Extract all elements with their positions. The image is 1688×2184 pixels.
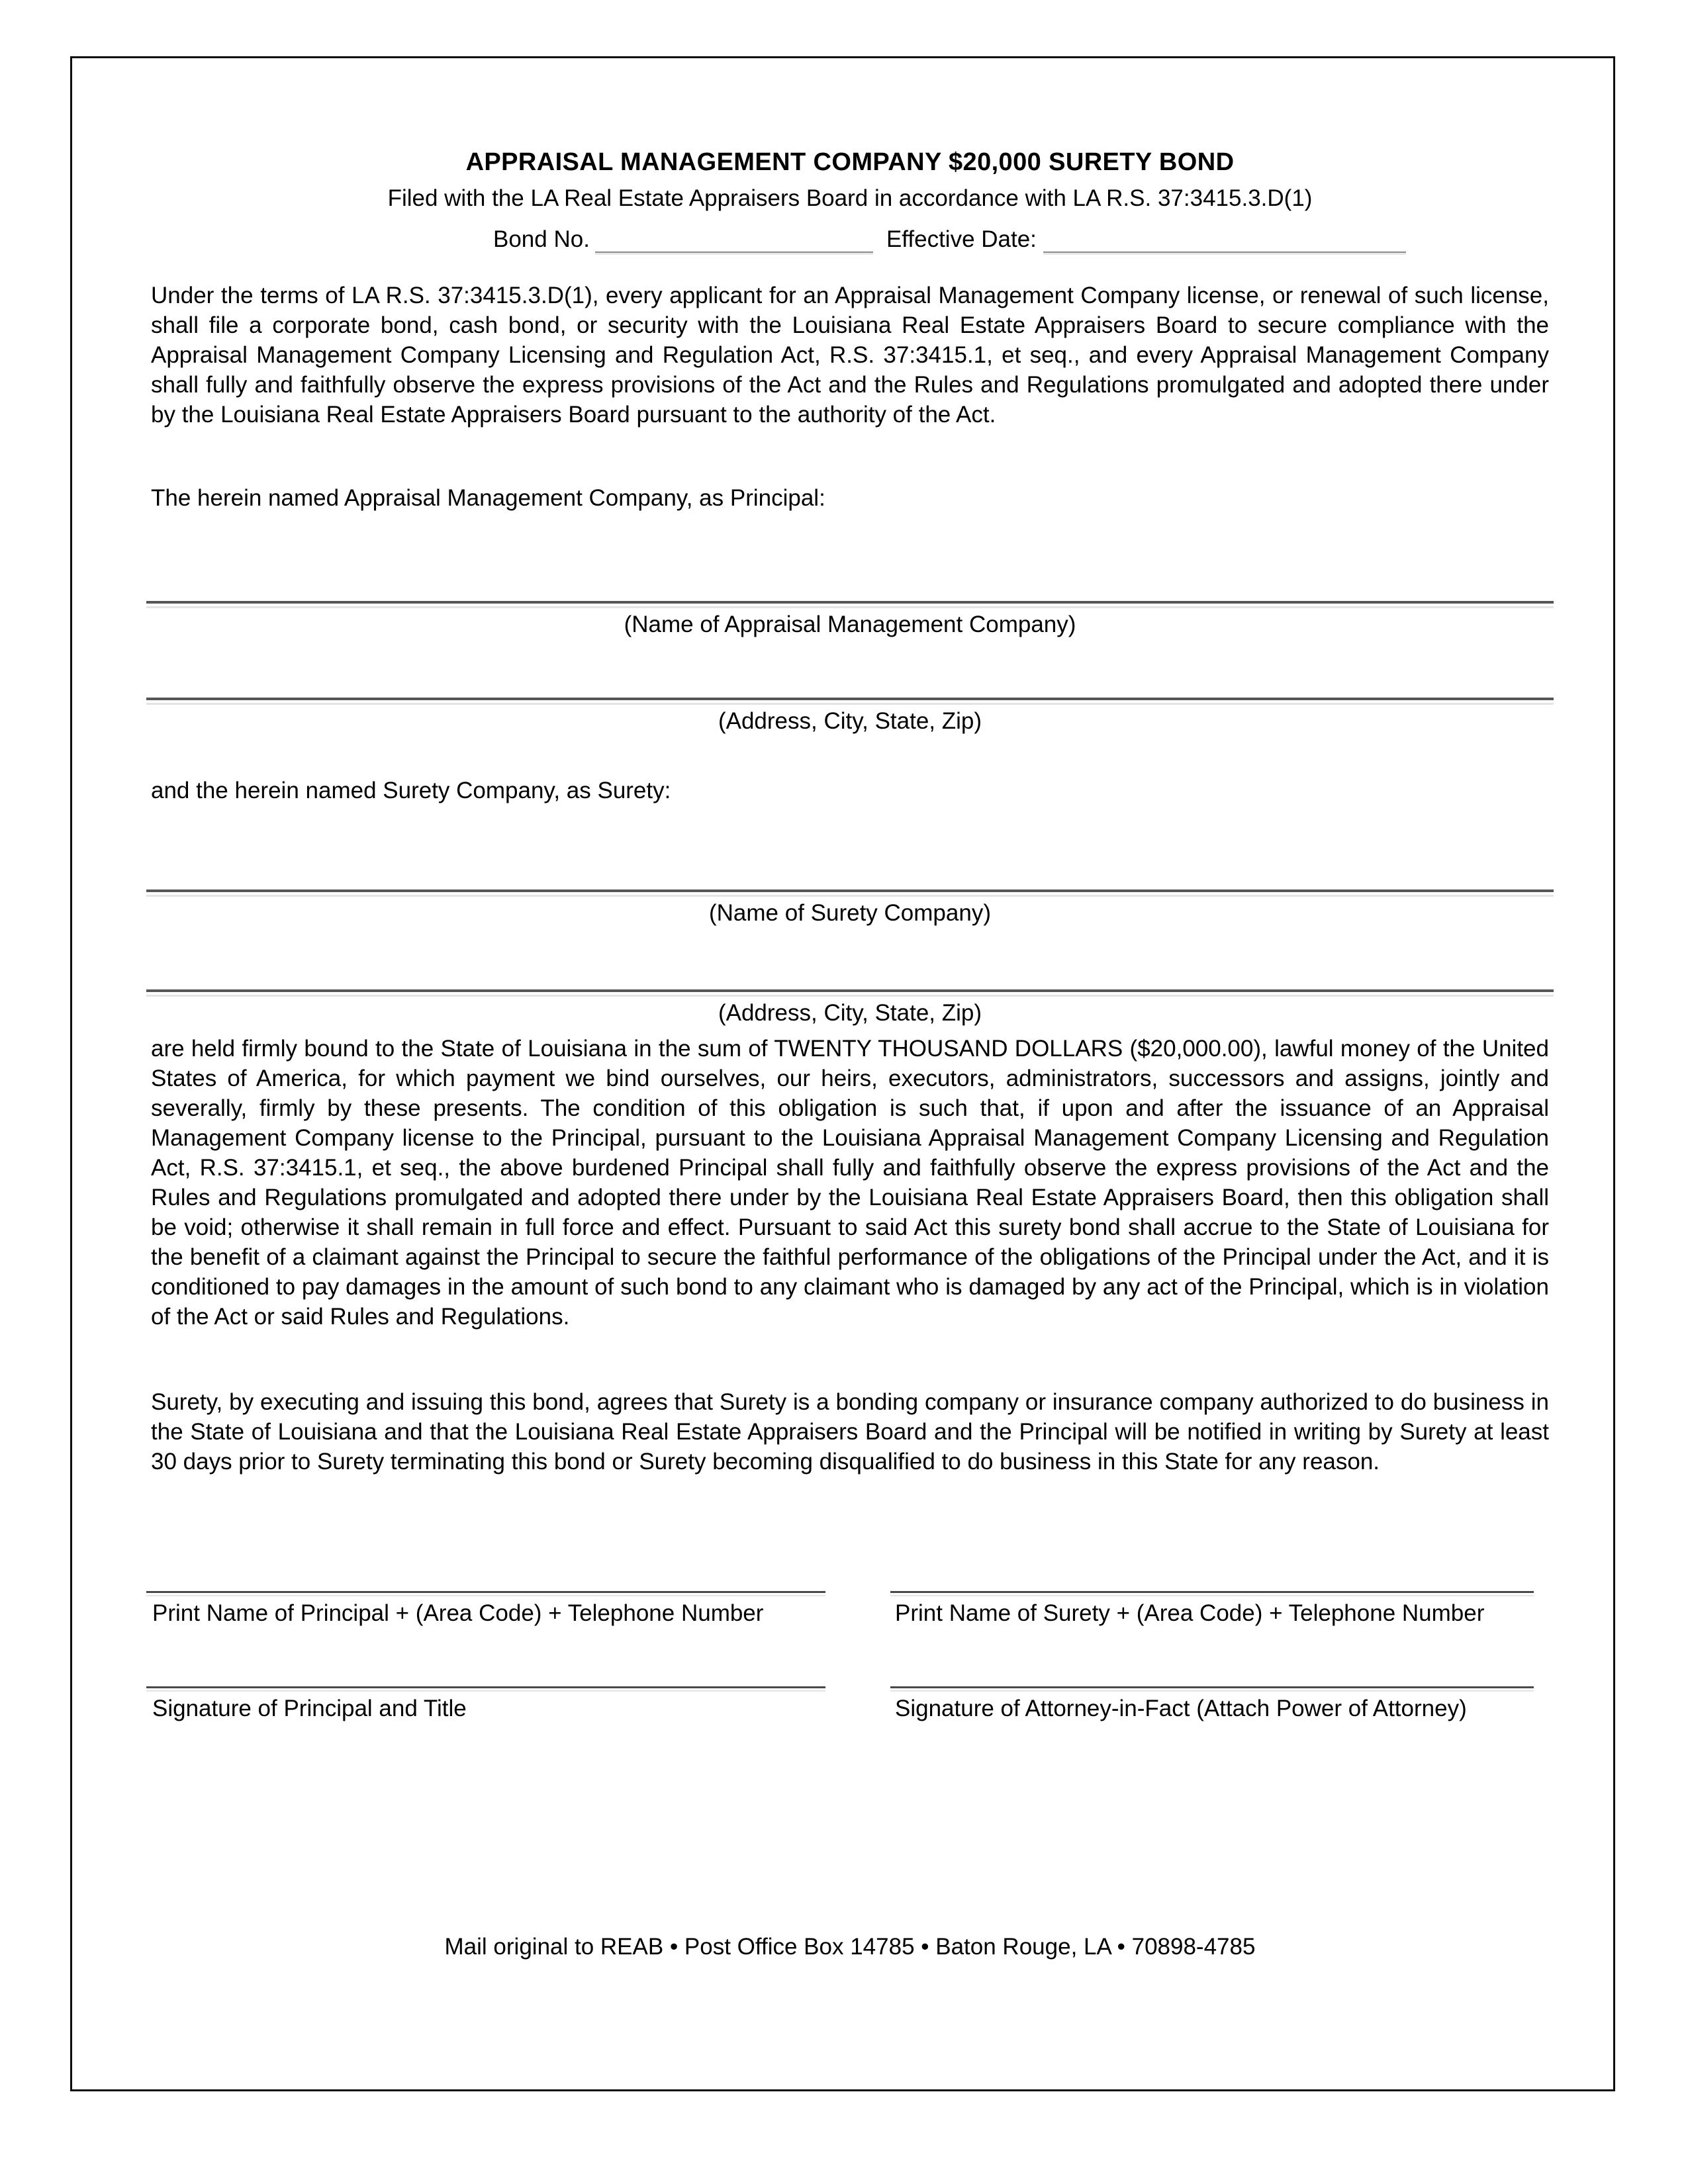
principal-name-caption: (Name of Appraisal Management Company)	[624, 612, 1076, 637]
bond-number-row	[493, 226, 1406, 253]
bond-no-label: Bond No.	[493, 226, 590, 252]
surety-agreement-paragraph: Surety, by executing and issuing this bond, agrees that Surety is a bonding company or insurance company authorized to do business in the State of Louisiana and that the Louisiana Real Estate Appraisers Board and the Principal will be notified in writing by Surety at least 30 days prior to Surety terminating this bond or Surety becoming disqualified to do business in this State for any reason.	[151, 1389, 1549, 1475]
mailing-instruction: Mail original to REAB • Post Office Box 14785 • Baton Rouge, LA • 70898-4785	[444, 1934, 1256, 1960]
form-subtitle: Filed with the LA Real Estate Appraisers Board in accordance with LA R.S. 37:3415.3.D(1)	[387, 185, 1313, 211]
surety-print-name-field[interactable]	[890, 1591, 1534, 1596]
effective-date-field[interactable]	[1043, 226, 1406, 253]
principal-print-name-label: Print Name of Principal + (Area Code) + Telephone Number	[152, 1600, 764, 1626]
effective-date-label: Effective Date:	[886, 226, 1037, 252]
surety-address-caption: (Address, City, State, Zip)	[718, 1000, 982, 1026]
form-title: APPRAISAL MANAGEMENT COMPANY $20,000 SURETY BOND	[465, 148, 1235, 176]
surety-name-field[interactable]	[146, 889, 1554, 897]
attorney-signature-label: Signature of Attorney-in-Fact (Attach Power of Attorney)	[895, 1696, 1467, 1721]
principal-signature-label: Signature of Principal and Title	[152, 1696, 467, 1721]
principal-name-field[interactable]	[146, 601, 1554, 608]
principal-print-name-field[interactable]	[146, 1591, 825, 1596]
principal-signature-field[interactable]	[146, 1686, 825, 1692]
surety-intro: and the herein named Surety Company, as Surety:	[151, 778, 671, 803]
principal-intro: The herein named Appraisal Management Company, as Principal:	[151, 485, 825, 511]
obligation-paragraph: are held firmly bound to the State of Louisiana in the sum of TWENTY THOUSAND DOLLARS ($20,000.00), lawful money of the United States of America, for which payment we bind ourselves, our heirs, executors, administrators, successors and assigns, jointly and severally, firmly by these presents. The condition of this obligation is such that, if upon and after the issuance of an Appraisal Management Company license to the Principal, pursuant to the Louisiana Appraisal Management Company Licensing and Regulation Act, R.S. 37:3415.1, et seq., the above burdened Principal shall fully and faithfully observe the express provisions of the Act and the Rules and Regulations promulgated and adopted there under by the Louisiana Real Estate Appraisers Board, then this obligation shall be void; otherwise it shall remain in full force and effect. Pursuant to said Act this surety bond shall accrue to the State of Louisiana for the benefit of a claimant against the Principal to secure the faithful performance of the obligations of the Principal under the Act, and it is conditioned to pay damages in the amount of such bond to any claimant who is damaged by any act of the Principal, which is in violation of the Act or said Rules and Regulations.	[151, 1036, 1549, 1330]
surety-print-name-label: Print Name of Surety + (Area Code) + Telephone Number	[895, 1600, 1485, 1626]
surety-name-caption: (Name of Surety Company)	[709, 900, 991, 926]
bond-no-field[interactable]	[595, 226, 873, 253]
intro-paragraph: Under the terms of LA R.S. 37:3415.3.D(1), every applicant for an Appraisal Management Company license, or renewal of such license, shall file a corporate bond, cash bond, or security with the Louisiana Real Estate Appraisers Board to secure compliance with the Appraisal Management Company Licensing and Regulation Act, R.S. 37:3415.1, et seq., and every Appraisal Management Company shall fully and faithfully observe the express provisions of the Act and the Rules and Regulations promulgated and adopted there under by the Louisiana Real Estate Appraisers Board pursuant to the authority of the Act.	[151, 283, 1549, 428]
principal-address-field[interactable]	[146, 698, 1554, 705]
principal-address-caption: (Address, City, State, Zip)	[718, 708, 982, 734]
attorney-signature-field[interactable]	[890, 1686, 1534, 1692]
surety-address-field[interactable]	[146, 989, 1554, 997]
